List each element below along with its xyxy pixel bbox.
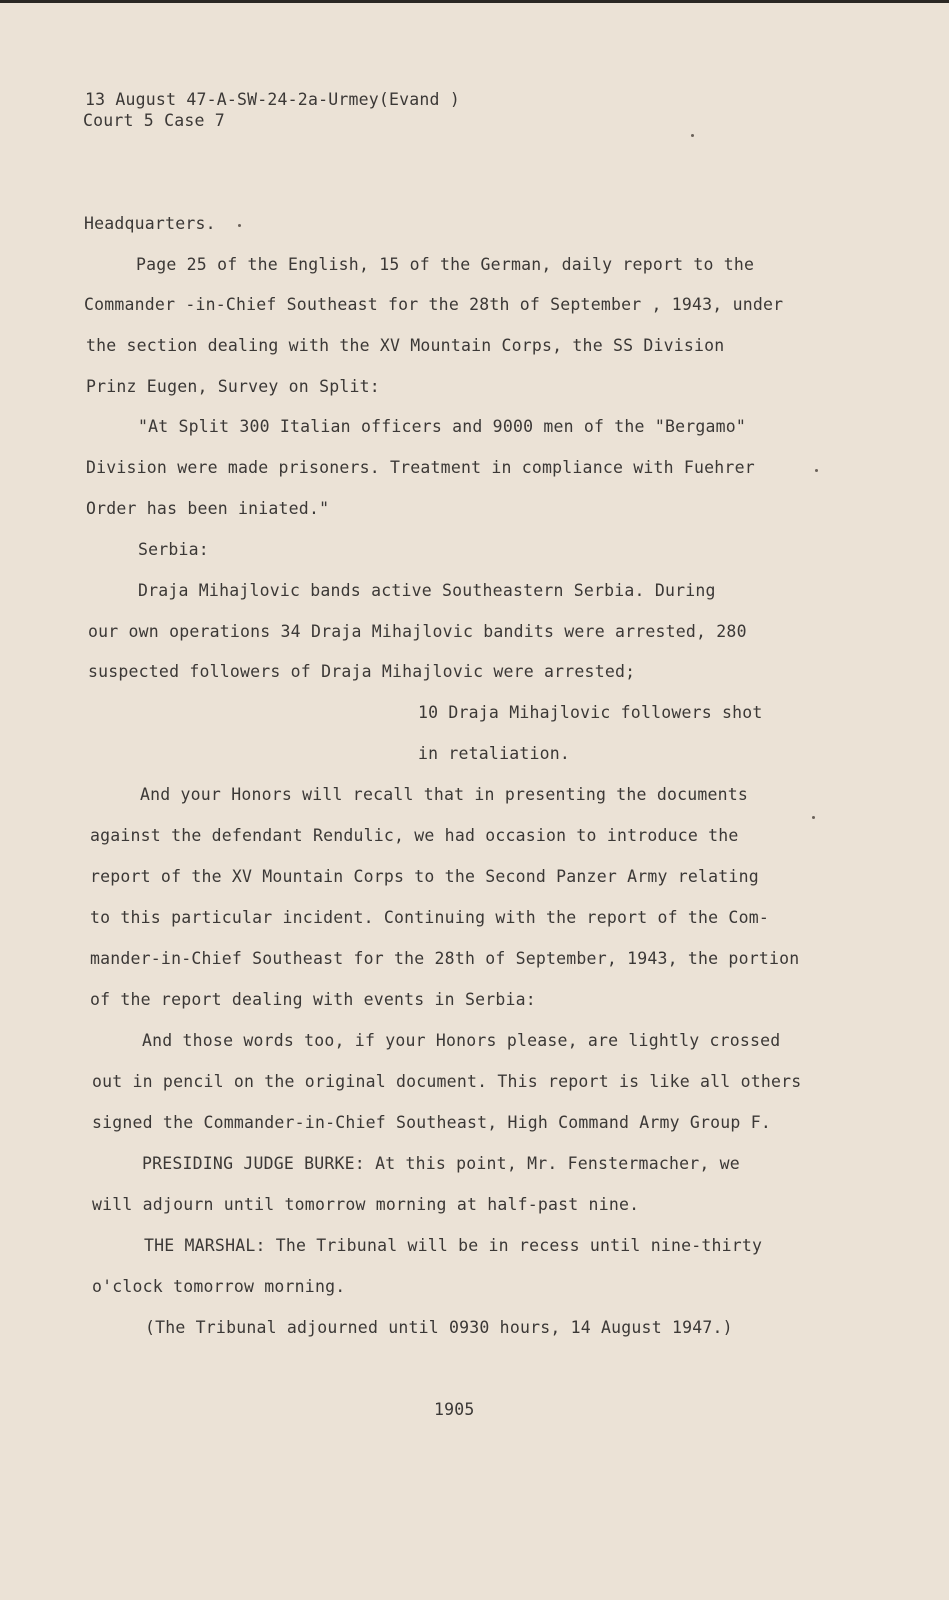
text-line: THE MARSHAL: The Tribunal will be in recess until nine-thirty [144, 1236, 763, 1255]
text-line: (The Tribunal adjourned until 0930 hours, 14 August 1947.) [145, 1318, 733, 1337]
text-line: to this particular incident. Continuing with the report of the Com- [90, 908, 769, 927]
paper-speck [691, 134, 694, 137]
text-line: And those words too, if your Honors please, are lightly crossed [142, 1031, 781, 1050]
text-line: Prinz Eugen, Survey on Split: [86, 377, 380, 396]
text-line: Headquarters. [84, 214, 216, 233]
text-line: PRESIDING JUDGE BURKE: At this point, Mr. Fenstermacher, we [142, 1154, 740, 1173]
header-line-1: 13 August 47-A-SW-24-2a-Urmey(Evand ) [85, 90, 460, 109]
text-line: Draja Mihajlovic bands active Southeastern Serbia. During [138, 581, 716, 600]
text-line: Order has been iniated." [86, 499, 330, 518]
text-line: our own operations 34 Draja Mihajlovic bandits were arrested, 280 [88, 622, 747, 641]
text-line: out in pencil on the original document. This report is like all others [92, 1072, 802, 1091]
text-line: Serbia: [138, 540, 209, 559]
paper-speck [815, 469, 818, 472]
text-line: Page 25 of the English, 15 of the German, daily report to the [136, 255, 755, 274]
text-line: will adjourn until tomorrow morning at half-past nine. [92, 1195, 640, 1214]
header-line-2: Court 5 Case 7 [83, 111, 225, 130]
text-line: signed the Commander-in-Chief Southeast, High Command Army Group F. [92, 1113, 771, 1132]
page-number: 1905 [434, 1400, 475, 1419]
page-top-edge [0, 0, 949, 3]
text-line: report of the XV Mountain Corps to the Second Panzer Army relating [90, 867, 759, 886]
text-line: 10 Draja Mihajlovic followers shot [418, 703, 763, 722]
text-line: in retaliation. [418, 744, 571, 763]
paper-speck [238, 224, 241, 227]
text-line: of the report dealing with events in Serbia: [90, 990, 536, 1009]
text-line: suspected followers of Draja Mihajlovic were arrested; [88, 662, 636, 681]
text-line: Division were made prisoners. Treatment in compliance with Fuehrer [86, 458, 755, 477]
text-line: And your Honors will recall that in presenting the documents [140, 785, 749, 804]
text-line: o'clock tomorrow morning. [92, 1277, 346, 1296]
paper-speck [812, 816, 815, 819]
text-line: the section dealing with the XV Mountain Corps, the SS Division [86, 336, 725, 355]
text-line: mander-in-Chief Southeast for the 28th of September, 1943, the portion [90, 949, 800, 968]
text-line: Commander -in-Chief Southeast for the 28th of September , 1943, under [84, 295, 784, 314]
text-line: against the defendant Rendulic, we had occasion to introduce the [90, 826, 739, 845]
text-line: "At Split 300 Italian officers and 9000 men of the "Bergamo" [138, 417, 747, 436]
